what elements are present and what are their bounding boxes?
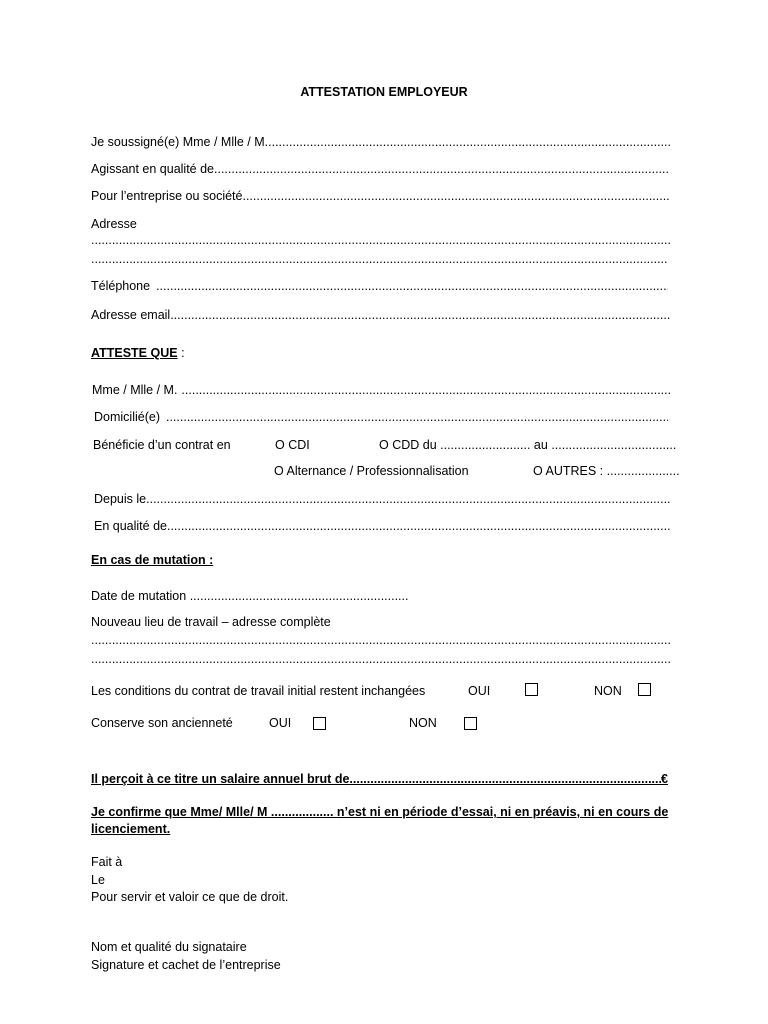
fill-line <box>91 233 670 248</box>
fill-line <box>166 410 668 425</box>
contrat-label: Bénéficie d’un contrat en <box>93 438 231 452</box>
domicile-label: Domicilié(e) <box>94 410 160 424</box>
confirm-dots: .................. <box>270 805 334 819</box>
atteste-colon: : <box>177 346 185 360</box>
lieu-line-2[interactable] <box>91 652 670 667</box>
cdd-start-dots: .......................... <box>440 438 531 452</box>
fill-line <box>170 308 670 323</box>
date-mutation-label: Date de mutation <box>91 589 187 603</box>
autres-dots: ..................... <box>606 464 680 478</box>
anciennete-oui-checkbox[interactable] <box>313 717 326 730</box>
conditions-oui-label: OUI <box>468 684 491 698</box>
telephone-field[interactable] <box>91 279 668 294</box>
au-label: au <box>530 438 548 452</box>
adresse-label: Adresse <box>91 217 137 231</box>
en-qualite-label: En qualité de <box>94 519 167 533</box>
atteste-heading-text: ATTESTE QUE <box>91 346 178 360</box>
soussigne-label: Je soussigné(e) Mme / Mlle / M. <box>91 135 269 149</box>
nom-qualite-label: Nom et qualité du signataire <box>91 940 247 954</box>
fill-line <box>268 135 670 150</box>
depuis-field[interactable] <box>94 492 670 507</box>
person-label: Mme / Mlle / M. <box>92 383 178 397</box>
fill-line <box>156 279 668 294</box>
lieu-label: Nouveau lieu de travail – adresse complète <box>91 615 331 629</box>
option-cdd-label: O CDD du <box>379 438 437 452</box>
option-autres[interactable] <box>533 464 680 479</box>
fill-line <box>181 383 670 398</box>
fill-line <box>91 633 670 648</box>
conditions-label: Les conditions du contrat de travail initial restent inchangées <box>91 684 426 698</box>
fill-line <box>214 162 670 177</box>
conditions-non-label: NON <box>594 684 622 698</box>
fill-line <box>167 519 670 534</box>
salaire-label: Il perçoit à ce titre un salaire annuel brut de <box>91 772 350 786</box>
cdd-end-dots: .................................... <box>551 438 677 452</box>
option-autres-label: O AUTRES : <box>533 464 604 478</box>
confirm-line-1 <box>91 805 668 820</box>
en-qualite-field[interactable] <box>94 519 670 534</box>
domicile-field[interactable] <box>94 410 668 425</box>
fill-line <box>146 492 670 507</box>
conditions-oui-checkbox[interactable] <box>525 683 538 696</box>
adresse-line-2[interactable] <box>91 252 667 267</box>
anciennete-oui-label: OUI <box>269 716 292 730</box>
person-field[interactable] <box>92 383 670 398</box>
salaire-field[interactable] <box>91 772 668 787</box>
le-label: Le <box>91 873 105 887</box>
conditions-non-checkbox[interactable] <box>638 683 651 696</box>
date-mutation-dots: ............................................................... <box>189 589 409 603</box>
anciennete-non-checkbox[interactable] <box>464 717 477 730</box>
anciennete-non-label: NON <box>409 716 437 730</box>
mutation-heading: En cas de mutation : <box>91 553 214 567</box>
lieu-line-1[interactable] <box>91 633 670 648</box>
qualite-field[interactable] <box>91 162 670 177</box>
email-label: Adresse email <box>91 308 171 322</box>
entreprise-label: Pour l’entreprise ou société <box>91 189 243 203</box>
atteste-heading <box>91 346 185 361</box>
fill-line <box>242 189 670 204</box>
signature-label: Signature et cachet de l’entreprise <box>91 958 281 972</box>
entreprise-field[interactable] <box>91 189 670 204</box>
telephone-label: Téléphone <box>91 279 151 293</box>
confirm-start: Je confirme que Mme/ Mlle/ M <box>91 805 268 819</box>
confirm-line-2: licenciement. <box>91 822 171 836</box>
pour-servir-text: Pour servir et valoir ce que de droit. <box>91 890 289 904</box>
soussigne-field[interactable] <box>91 135 670 150</box>
option-cdd[interactable] <box>379 438 676 453</box>
email-field[interactable] <box>91 308 670 323</box>
fill-line <box>91 252 667 267</box>
salaire-currency: € <box>661 772 668 786</box>
adresse-line-1[interactable] <box>91 233 670 248</box>
option-alternance[interactable]: O Alternance / Professionnalisation <box>274 464 469 478</box>
confirm-end: n’est ni en période d’essai, ni en préavis, ni en cours de <box>336 805 669 819</box>
option-cdi[interactable]: O CDI <box>275 438 310 452</box>
fill-line <box>349 772 661 787</box>
depuis-label: Depuis le <box>94 492 147 506</box>
page-title: ATTESTATION EMPLOYEUR <box>300 85 468 99</box>
anciennete-label: Conserve son ancienneté <box>91 716 233 730</box>
fait-a-label: Fait à <box>91 855 123 869</box>
fill-line <box>91 652 670 667</box>
date-mutation-field[interactable] <box>91 589 408 604</box>
qualite-label: Agissant en qualité de <box>91 162 215 176</box>
